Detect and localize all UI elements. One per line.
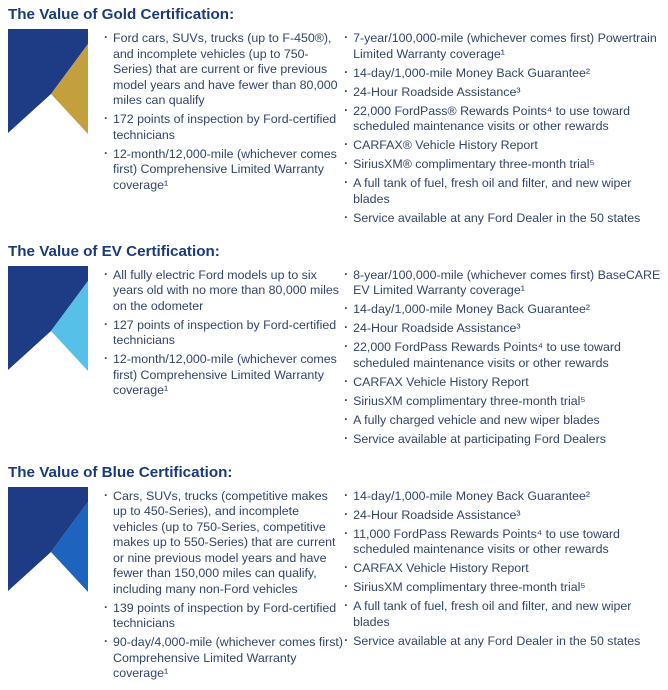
bullet-item: · A full tank of fuel, fresh oil and filter, and new wiper blades (343, 176, 664, 207)
bullet-item: · 24-Hour Roadside Assistance³ (343, 508, 664, 524)
blue-left-bullet-list (103, 489, 343, 686)
bullet-item: · Service available at any Ford Dealer in the 50 states (343, 634, 664, 650)
blue-right-bullet-list (343, 489, 664, 653)
section-heading-ev: The Value of EV Certification: (8, 242, 220, 260)
bullet-item: · 12-month/12,000-mile (whichever comes first) Comprehensive Limited Warranty coverage¹ (103, 352, 343, 399)
bullet-item: · SiriusXM complimentary three-month trial⁵ (343, 580, 664, 596)
ev-right-bullet-list (343, 268, 664, 451)
bullet-item: · 127 points of inspection by Ford-certified technicians (103, 318, 343, 349)
bullet-item: · 11,000 FordPass Rewards Points⁴ to use toward scheduled maintenance visits or other rewards (343, 527, 664, 558)
section-gold-certification (8, 6, 664, 230)
gold-certified-badge-icon (8, 29, 88, 141)
bullet-item: · 172 points of inspection by Ford-certified technicians (103, 112, 343, 143)
bullet-item: · 22,000 FordPass® Rewards Points⁴ to use toward scheduled maintenance visits or other rewards (343, 104, 664, 135)
bullet-item: · 14-day/1,000-mile Money Back Guarantee² (343, 489, 664, 505)
bullet-item: · 12-month/12,000-mile (whichever comes first) Comprehensive Limited Warranty coverage¹ (103, 147, 343, 194)
section-blue-content (8, 487, 664, 686)
section-ev-content (8, 266, 664, 451)
section-ev-certification (8, 243, 664, 451)
bullet-item: · 90-day/4,000-mile (whichever comes first) Comprehensive Limited Warranty coverage¹ (103, 635, 343, 682)
bullet-item: · SiriusXM complimentary three-month trial⁵ (343, 394, 664, 410)
bullet-item: · 24-Hour Roadside Assistance³ (343, 85, 664, 101)
bullet-item: · 22,000 FordPass Rewards Points⁴ to use toward scheduled maintenance visits or other rewards (343, 340, 664, 371)
bullet-item: · All fully electric Ford models up to six years old with no more than 80,000 miles on the odometer (103, 268, 343, 315)
gold-left-bullet-list (103, 31, 343, 197)
ev-certified-badge-icon (8, 266, 88, 378)
bullet-item: · Cars, SUVs, trucks (competitive makes up to 450-Series), and incomplete vehicles (up to 750-Series, competitive makes up to 550-Series) that are current or nine previous model years and have fewer than 150,000 miles can qualify, including many non-Ford vehicles (103, 489, 343, 598)
bullet-item: · Service available at any Ford Dealer in the 50 states (343, 211, 664, 227)
section-blue-certification (8, 464, 664, 686)
section-heading-gold: The Value of Gold Certification: (8, 6, 235, 23)
bullet-item: · CARFAX Vehicle History Report (343, 561, 664, 577)
bullet-item: · 14-day/1,000-mile Money Back Guarantee² (343, 302, 664, 318)
bullet-item: · Service available at participating Ford Dealers (343, 432, 664, 448)
bullet-item: · 24-Hour Roadside Assistance³ (343, 321, 664, 337)
section-heading-blue: The Value of Blue Certification: (8, 463, 233, 481)
bullet-item: · Ford cars, SUVs, trucks (up to F-450®), and incomplete vehicles (up to 750-Series) that are current or five previous model years and have fewer than 80,000 miles can qualify (103, 31, 343, 109)
bullet-item: · 8-year/100,000-mile (whichever comes first) BaseCARE EV Limited Warranty coverage¹ (343, 268, 664, 299)
bullet-item: · SiriusXM® complimentary three-month trial⁵ (343, 157, 664, 173)
bullet-item: · CARFAX Vehicle History Report (343, 375, 664, 391)
bullet-item: · 7-year/100,000-mile (whichever comes first) Powertrain Limited Warranty coverage¹ (343, 31, 664, 62)
bullet-item: · 139 points of inspection by Ford-certified technicians (103, 601, 343, 632)
bullet-item: · CARFAX® Vehicle History Report (343, 138, 664, 154)
ev-left-bullet-list (103, 268, 343, 403)
bullet-item: · 14-day/1,000-mile Money Back Guarantee² (343, 66, 664, 82)
blue-certified-badge-icon (8, 487, 88, 599)
bullet-item: · A fully charged vehicle and new wiper blades (343, 413, 664, 429)
bullet-item: · A full tank of fuel, fresh oil and filter, and new wiper blades (343, 599, 664, 630)
gold-right-bullet-list (343, 31, 664, 230)
section-gold-content (8, 29, 664, 230)
